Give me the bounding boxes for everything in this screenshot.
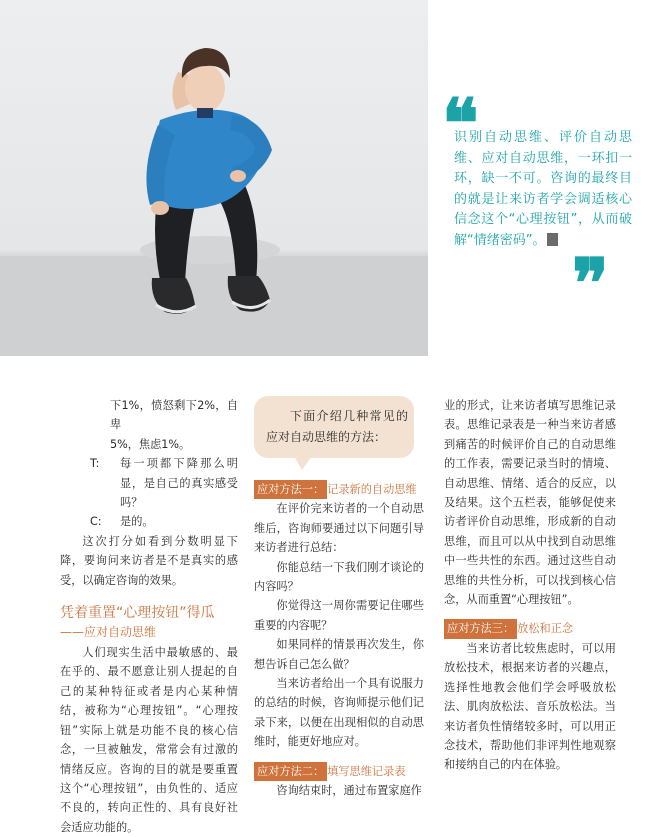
method-3-heading [444,619,616,638]
paragraph: 咨询结束时，通过布置家庭作 [276,784,422,798]
paragraph: 当来访者给出一个具有说服力的总结的时候，咨询师提示他们记录下来，以便在出现相似的自动思维时，能更好地应对。 [254,677,424,749]
speech-bubble [254,396,414,458]
cover-photo [0,0,428,356]
bubble-text: 下面介绍几种常见的应对自动思维的方法： [266,409,408,444]
method-3-name: 放松和正念 [517,622,574,636]
paragraph: 在评价完来访者的一个自动思维后，咨询师要通过以下问题引导来访者进行总结： [254,502,424,555]
column-1 [60,396,238,837]
section-title: 凭着重置“心理按钮”得瓜 [60,605,215,622]
question: 你觉得这一周你需要记住哪些重要的内容呢？ [254,599,424,632]
method-2-tag: 应对方法二： [254,762,327,781]
speaker-c: C: [90,515,102,529]
question: 你能总结一下我们刚才谈论的内容吗？ [254,560,424,594]
close-quote-icon: ❞ [572,244,609,324]
method-2-heading [254,762,424,781]
paragraph: 当来访者比较焦虑时，可以用放松技术，根据来访者的兴趣点，选择性地教会他们学会呼吸放松法、肌肉放松法、音乐放松法。当来访者负性情绪较多时，可以用正念技术，帮助他们非评判性地观察和接纳自己的内在体验。 [444,641,616,772]
method-1-name: 记录新的自动思维 [327,483,417,496]
sitting-person-illustration [0,0,428,356]
paragraph: 业的形式，让来访者填写思维记录表。思维记录表是一种当来访者感到痛苦的时候评价自己的自动思维的工作表，需要记录当时的情境、自动思维、情绪、适合的反应，以及结果。这个五栏表，能够促使来访者评价自动思维，形成新的自动思维，而且可以从中找到自动思维中一些共性的东西。通过这些自动思维的共性分析，可以找到核心信念，从而重置“心理按钮”。 [444,399,616,607]
paragraph: 这次打分如看到分数明显下降，要询问来访者是不是真实的感受，以确定咨询的效果。 [60,534,238,587]
dialog-client [60,512,238,531]
dialog-score-line-2: 5%，焦虑1%。 [110,437,191,451]
question: 如果同样的情景再次发生，你想告诉自己怎么做？ [254,638,424,671]
pull-quote-text: 识别自动思维、评价自动思维、应对自动思维，一环扣一环，缺一不可。咨询的最终目的就是让来访者学会调适核心信念这个“心理按钮”，从而破解“情绪密码”。 [454,130,632,248]
column-2 [254,396,424,801]
open-quote-icon: ❝ [442,84,479,164]
section-subtitle: ——应对自动思维 [60,625,157,640]
dialog-therapist [60,454,238,512]
method-2-name: 填写思维记录表 [327,764,406,778]
pull-quote [436,84,646,324]
therapist-line: 每一项都下降那么明显，是自己的真实感受吗？ [120,457,238,510]
seal-icon [547,233,558,246]
bubble-tail [294,456,312,470]
paragraph: 人们现实生活中最敏感的、最在乎的、最不愿意让别人提起的自己的某种特征或者是内心某种情结，被称为“心理按钮”。“心理按钮”实际上就是功能不良的核心信念，一旦被触发，常常会有过激的情绪反应。咨询的目的就是要重置这个“心理按钮”，由负性的、适应不良的，转向正性的、具有良好社会适应功能的。 [60,646,238,834]
client-line: 是的。 [120,515,154,529]
dialog-score-line-1: 下1%，愤怒剩下2%，自卑 [110,399,238,432]
column-3 [444,396,616,775]
method-1-heading [254,480,424,499]
method-3-tag: 应对方法三： [444,619,517,638]
speaker-t: T: [90,457,100,471]
method-1-tag: 应对方法一： [254,480,327,499]
